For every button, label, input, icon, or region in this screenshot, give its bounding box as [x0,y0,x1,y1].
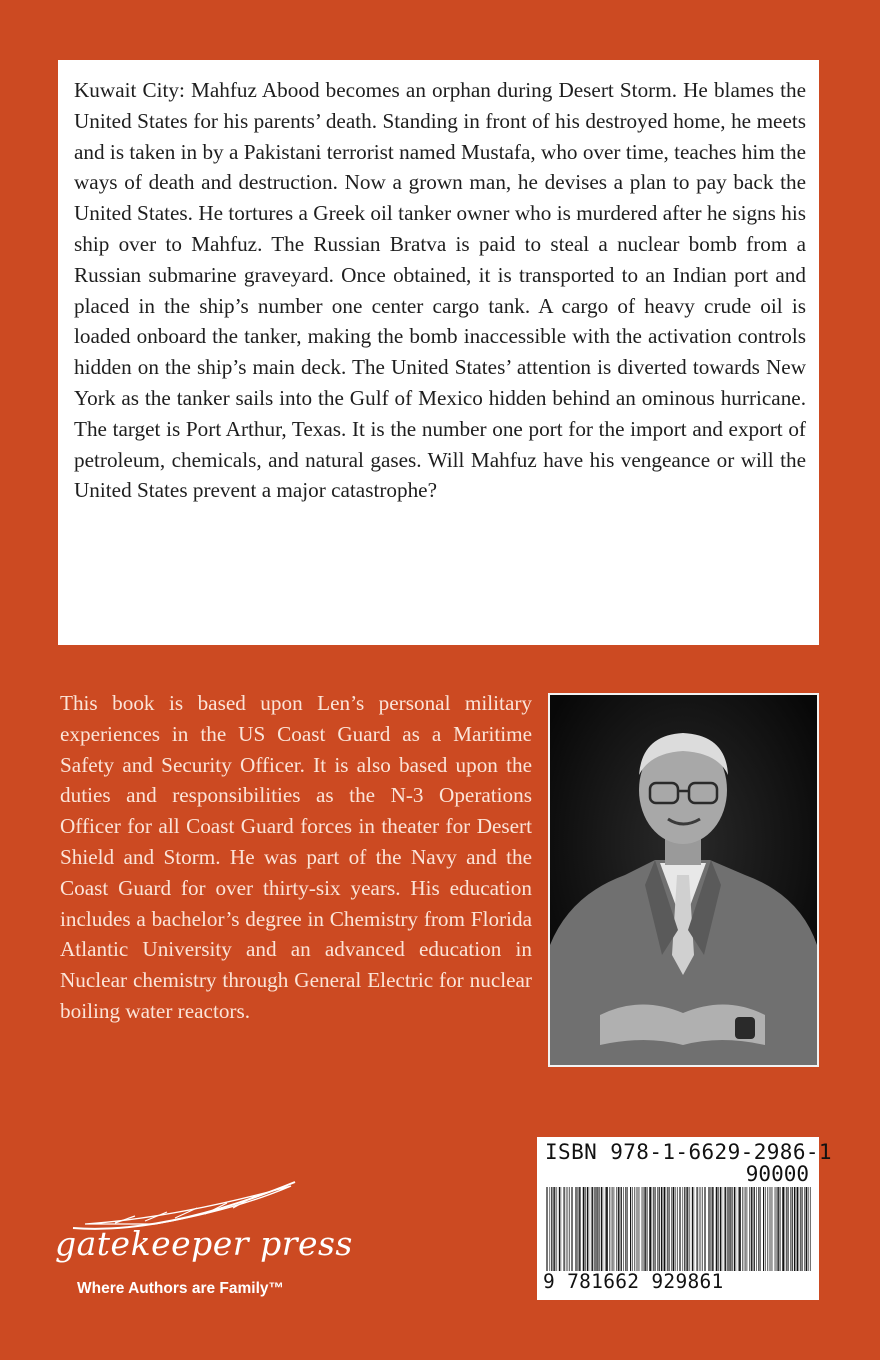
barcode-bar [708,1187,709,1271]
barcode-bar [702,1187,703,1271]
barcode-bar [601,1187,602,1271]
isbn-barcode [537,1137,832,1300]
barcode-bar [634,1187,635,1271]
barcode-bar [718,1187,719,1271]
barcode-bar [746,1187,747,1271]
barcode-bar [756,1187,757,1271]
barcode-bar [620,1187,621,1271]
barcode-bar [644,1187,645,1271]
barcode-bar [566,1187,567,1271]
barcode-bar [786,1187,787,1271]
barcode-bar [638,1187,639,1271]
barcode-bar [797,1187,798,1271]
barcode-bar [667,1187,668,1271]
barcode-bar [613,1187,614,1271]
barcode-bar [794,1187,795,1271]
barcode-bar [760,1187,761,1271]
barcode-bar [603,1187,604,1271]
barcode-bar [749,1187,750,1271]
barcode-bar [642,1187,643,1271]
barcode-bar [596,1187,597,1271]
barcode-bar [713,1187,714,1271]
barcode-bar [630,1187,631,1271]
barcode-bar [792,1187,793,1271]
barcode-bar [780,1187,781,1271]
barcode-bar [614,1187,615,1271]
barcode-bar [690,1187,691,1271]
barcode-bar [645,1187,646,1271]
barcode-bar [606,1187,608,1271]
barcode-bar [754,1187,755,1271]
synopsis-box [58,60,819,645]
barcode-bar [571,1187,572,1271]
barcode-bar [709,1187,710,1271]
barcode-bar [589,1187,590,1271]
barcode-bar [551,1187,552,1271]
barcode-bar [716,1187,718,1271]
barcode-bar [772,1187,773,1271]
barcode-bars [546,1187,812,1271]
barcode-bar [591,1187,592,1271]
barcode-bar [632,1187,633,1271]
barcode-bar [611,1187,612,1271]
barcode-bar [729,1187,730,1271]
barcode-bar [712,1187,713,1271]
barcode-bar [806,1187,808,1271]
barcode-bar [636,1187,637,1271]
barcode-bar [727,1187,728,1271]
publisher-tagline: Where Authors are Family™ [77,1280,285,1297]
barcode-bar [747,1187,748,1271]
barcode-bar [554,1187,555,1271]
barcode-bar [751,1187,752,1271]
barcode-bar [744,1187,745,1271]
barcode-bar [649,1187,651,1271]
barcode-bar [653,1187,654,1271]
barcode-bar [711,1187,712,1271]
barcode-bar [580,1187,581,1271]
barcode-bar [800,1187,801,1271]
barcode-bar [579,1187,580,1271]
barcode-bar [701,1187,702,1271]
barcode-bar [732,1187,733,1271]
barcode-bar [575,1187,576,1271]
barcode-bar [664,1187,665,1271]
barcode-bar [572,1187,573,1271]
barcode-bar [661,1187,662,1271]
barcode-bar [605,1187,606,1271]
barcode-bar [810,1187,811,1271]
barcode-bar [680,1187,681,1271]
barcode-bar [547,1187,548,1271]
barcode-bar [609,1187,610,1271]
barcode-bar [673,1187,675,1271]
ean-digits: 9 781662 929861 [543,1270,724,1293]
barcode-bar [782,1187,784,1271]
author-bio-text: This book is based upon Len’s personal military experiences in the US Coast Guard as a Maritime Safety and Security Officer. It is also based upon the duties and responsibilities as the N-3 Operations Officer for all Coast Guard forces in theater for Desert Shield and Storm. He was part of the Navy and the Coast Guard for over thirty-six years. His education includes a bachelor’s degree in Chemistry from Florida Atlantic University and an advanced education in Nuclear chemistry through General Electric for nuclear boiling water reactors. [60,691,532,1023]
isbn-label: ISBN 978-1-6629-2986-1 [545,1140,832,1164]
barcode-bar [597,1187,598,1271]
barcode-bar [736,1187,737,1271]
barcode-bar [742,1187,743,1271]
publisher-name: gatekeeper press [55,1224,353,1263]
barcode-bar [550,1187,551,1271]
barcode-bar [686,1187,687,1271]
barcode-bar [683,1187,684,1271]
barcode-bar [671,1187,672,1271]
barcode-bar [799,1187,800,1271]
barcode-bar [734,1187,735,1271]
barcode-bar [753,1187,754,1271]
barcode-bar [796,1187,797,1271]
barcode-bar [655,1187,656,1271]
barcode-bar [704,1187,705,1271]
barcode-bar [809,1187,810,1271]
barcode-bar [687,1187,688,1271]
barcode-bar [627,1187,628,1271]
barcode-bar [599,1187,600,1271]
barcode-bar [676,1187,677,1271]
barcode-bar [625,1187,626,1271]
barcode-bar [769,1187,770,1271]
barcode-bar [621,1187,622,1271]
barcode-bar [559,1187,560,1271]
barcode-bar [705,1187,706,1271]
barcode-bar [587,1187,588,1271]
barcode-bar [725,1187,726,1271]
barcode-bar [694,1187,695,1271]
barcode-bar [790,1187,791,1271]
barcode-bar [639,1187,640,1271]
barcode-bar [616,1187,617,1271]
barcode-bar [720,1187,721,1271]
barcode-bar [618,1187,619,1271]
barcode-bar [763,1187,764,1271]
barcode-bar [765,1187,766,1271]
barcode-bar [722,1187,723,1271]
barcode-bar [557,1187,558,1271]
barcode-bar [564,1187,565,1271]
barcode-bar [594,1187,595,1271]
barcode-bar [623,1187,624,1271]
barcode-bar [697,1187,698,1271]
barcode-bar [777,1187,778,1271]
barcode-bar [576,1187,577,1271]
barcode-bar [583,1187,585,1271]
barcode-bar [659,1187,660,1271]
barcode-bar [679,1187,680,1271]
barcode-bar [804,1187,805,1271]
barcode-bar [758,1187,759,1271]
barcode-bar [767,1187,768,1271]
publisher-logo [55,1180,353,1305]
barcode-bar [592,1187,593,1271]
barcode-bar [692,1187,693,1271]
barcode-bar [785,1187,786,1271]
barcode-bar [677,1187,678,1271]
barcode-bar [684,1187,685,1271]
barcode-bar [643,1187,644,1271]
barcode-bar [669,1187,670,1271]
barcode-bar [738,1187,739,1271]
barcode-bar [666,1187,667,1271]
barcode-bar [771,1187,772,1271]
price-addon: 90000 [745,1162,809,1186]
barcode-bar [776,1187,777,1271]
barcode-bar [663,1187,664,1271]
barcode-bar [647,1187,648,1271]
barcode-bar [788,1187,789,1271]
barcode-bar [778,1187,779,1271]
barcode-bar [561,1187,562,1271]
barcode-bar [775,1187,776,1271]
barcode-bar [730,1187,731,1271]
barcode-bar [699,1187,700,1271]
author-photo [548,693,819,1067]
barcode-bar [802,1187,803,1271]
barcode-bar [546,1187,547,1271]
barcode-bar [585,1187,586,1271]
synopsis-text: Kuwait City: Mahfuz Abood becomes an orphan during Desert Storm. He blames the United States for his parents’ death. Standing in front of his destroyed home, he meets and is taken in by a Pakistani terrorist named Mustafa, who over time, teaches him the ways of death and destruction. Now a grown man, he devises a plan to pay back the United States. He tortures a Greek oil tanker owner who is murdered after he signs his ship over to Mahfuz. The Russian Bratva is paid to steal a nuclear bomb from a Russian submarine graveyard. Once obtained, it is transported to an Indian port and placed in the ship’s number one center cargo tank. A cargo of heavy crude oil is loaded onboard the tanker, making the bomb inaccessible with the activation controls hidden on the ship’s main deck. The United States’ attention is diverted towards New York as the tanker sails into the Gulf of Mexico hidden behind an ominous hurricane. The target is Port Arthur, Texas. It is the number one port for the import and export of petroleum, chemicals, and natural gases. Will Mahfuz have his vengeance or will the United States prevent a major catastrophe? [74,78,806,503]
barcode-bar [568,1187,569,1271]
barcode-bar [657,1187,658,1271]
barcode-bar [569,1187,570,1271]
barcode-bar [724,1187,725,1271]
barcode-bar [578,1187,579,1271]
barcode-bar [739,1187,741,1271]
barcode-bar [652,1187,653,1271]
barcode-bar [553,1187,554,1271]
